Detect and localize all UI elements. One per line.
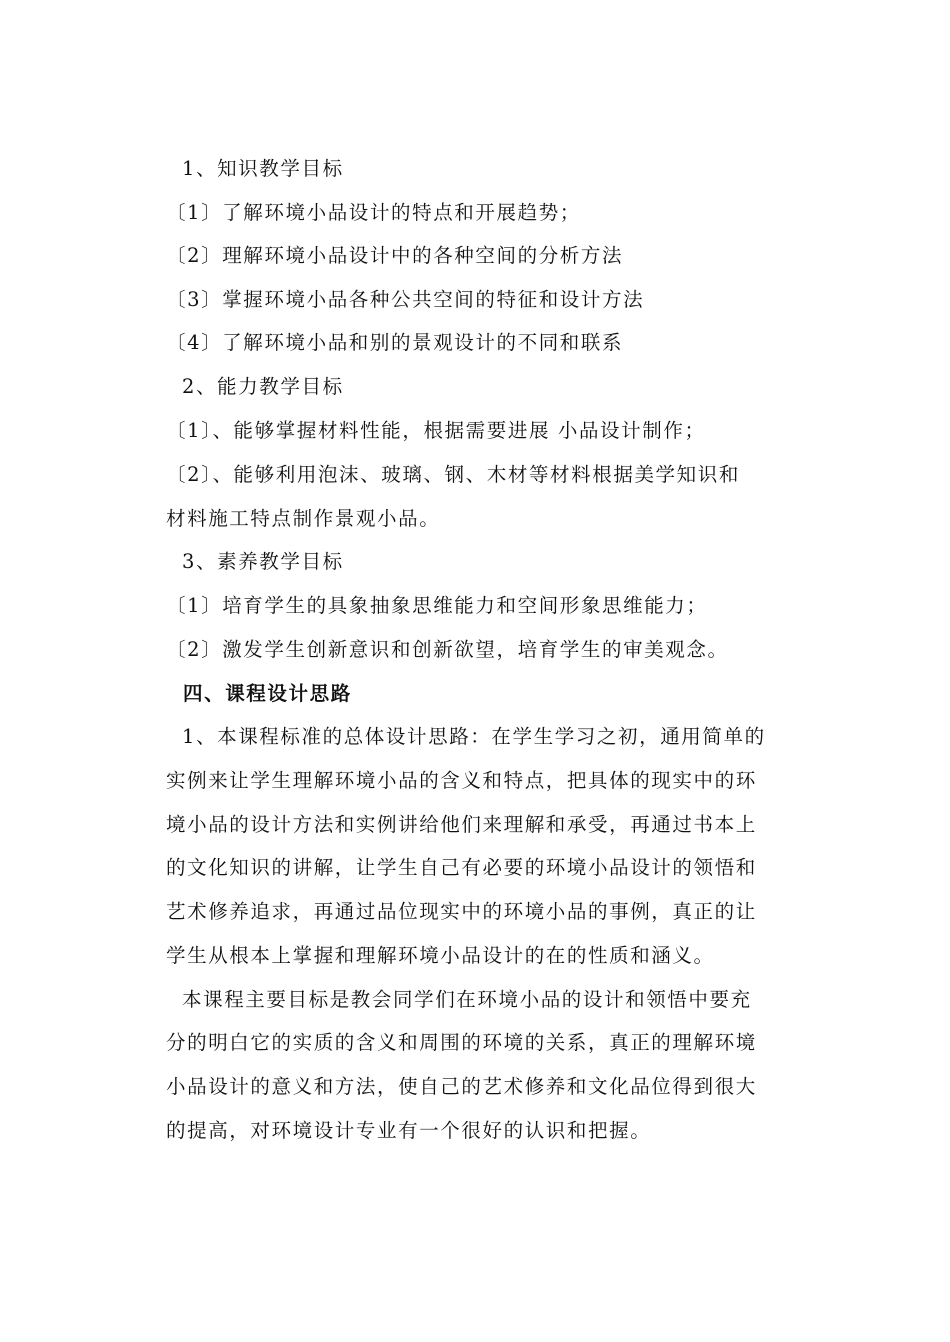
- list-item: 〔1〕、能够掌握材料性能，根据需要进展 小品设计制作；: [166, 419, 706, 442]
- paragraph-line: 材料施工特点制作景观小品。: [166, 507, 441, 530]
- paragraph-line: 艺术修养追求，再通过品位现实中的环境小品的事例，真正的让: [166, 900, 757, 923]
- paragraph-line: 境小品的设计方法和实例讲给他们来理解和承受，再通过书本上: [166, 813, 757, 836]
- list-item: 〔4〕了解环境小品和别的景观设计的不同和联系: [166, 331, 624, 354]
- paragraph-line: 学生从根本上掌握和理解环境小品设计的在的性质和涵义。: [166, 944, 715, 967]
- paragraph-line: 实例来让学生理解环境小品的含义和特点，把具体的现实中的环: [166, 769, 757, 792]
- paragraph-line: 的文化知识的讲解，让学生自己有必要的环境小品设计的领悟和: [166, 856, 757, 879]
- chapter-heading: 四、课程设计思路: [183, 682, 352, 705]
- list-item: 〔3〕掌握环境小品各种公共空间的特征和设计方法: [166, 288, 645, 311]
- section-heading-literacy-goals: 3、素养教学目标: [182, 550, 344, 573]
- paragraph-line: 1、本课程标准的总体设计思路：在学生学习之初，通用简单的: [182, 725, 766, 748]
- section-heading-ability-goals: 2、能力教学目标: [182, 375, 344, 398]
- list-item: 〔2〕理解环境小品设计中的各种空间的分析方法: [166, 244, 624, 267]
- paragraph-line: 的提高，对环境设计专业有一个很好的认识和把握。: [166, 1119, 652, 1142]
- list-item: 〔2〕、能够利用泡沫、玻璃、钢、木材等材料根据美学知识和: [166, 463, 740, 486]
- paragraph-line: 分的明白它的实质的含义和周围的环境的关系，真正的理解环境: [166, 1031, 757, 1054]
- section-heading-knowledge-goals: 1、知识教学目标: [182, 157, 344, 180]
- list-item: 〔1〕培育学生的具象抽象思维能力和空间形象思维能力；: [166, 594, 708, 617]
- list-item: 〔1〕了解环境小品设计的特点和开展趋势；: [166, 201, 581, 224]
- paragraph-line: 本课程主要目标是教会同学们在环境小品的设计和领悟中要充: [182, 988, 752, 1011]
- list-item: 〔2〕激发学生创新意识和创新欲望，培育学生的审美观念。: [166, 638, 729, 661]
- paragraph-line: 小品设计的意义和方法，使自己的艺术修养和文化品位得到很大: [166, 1075, 757, 1098]
